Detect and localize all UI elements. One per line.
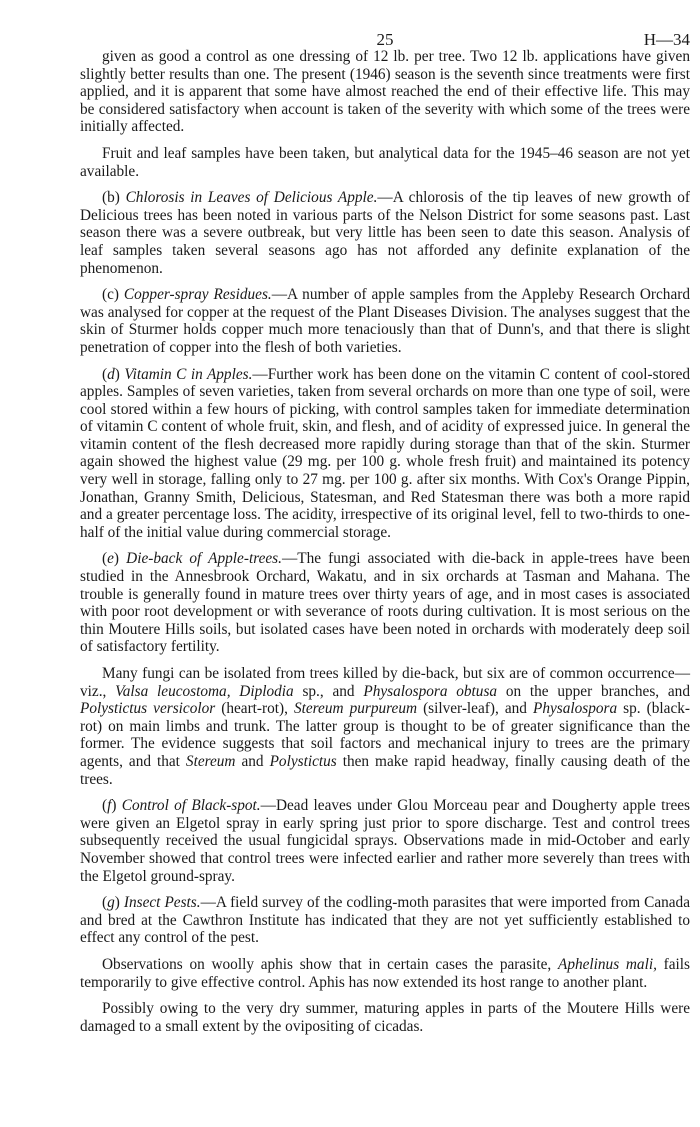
text: ( <box>102 797 108 815</box>
text: —A number of apple samples from the Appleby Research Orchard was analysed for copper at the request of the Plant Diseases Division. The analyses suggest that the skin of Sturmer holds copper much more tenaciously than that of Dunn's, and that there is slight penetration of copper into the flesh of both varieties. <box>80 286 690 356</box>
text: ) <box>114 894 124 912</box>
text: Fruit and leaf samples have been taken, but analytical data for the 1945–46 season are not yet available. <box>80 144 690 180</box>
italic-text: d <box>107 365 115 383</box>
paragraph <box>80 286 690 356</box>
paragraph <box>80 665 690 788</box>
italic-text: Chlorosis in Leaves of Delicious Apple. <box>125 189 378 207</box>
italic-text: Valsa leucostoma, Diplodia <box>115 682 294 700</box>
italic-text: Insect Pests. <box>123 894 201 912</box>
paragraph <box>80 956 690 991</box>
italic-text: g <box>107 894 115 912</box>
paragraph <box>80 894 690 947</box>
text: Many fungi can be isolated from trees killed by die-back, but six are of common occurrence—viz., <box>80 665 690 700</box>
text: ( <box>102 550 108 568</box>
page-number: 25 <box>376 30 394 49</box>
italic-text: Copper-spray Residues. <box>123 286 272 304</box>
italic-text: Physalospora <box>532 700 618 718</box>
italic-text: Control of Black-spot. <box>121 797 261 815</box>
text: then make rapid headway, finally causing death of the trees. <box>80 752 690 788</box>
paragraph <box>80 145 690 180</box>
text: ) <box>113 550 127 568</box>
text: ) <box>114 365 125 383</box>
italic-text: Die-back of Apple-trees. <box>126 550 282 568</box>
text: (b) <box>102 189 126 207</box>
italic-text: Aphelinus mali, <box>557 955 657 973</box>
paragraph <box>80 189 690 277</box>
paragraph <box>80 1000 690 1035</box>
italic-text: Polystictus versicolor <box>80 700 216 718</box>
text: —Dead leaves under Glou Morceau pear and Dougherty apple trees were given an Elgetol spray in early spring just prior to spore discharge. Test and control trees subsequently received the usual fungicidal sprays. Observations made in mid-October and early November showed that control trees were infected earlier and rather more severely than trees with the Elgetol ground-spray. <box>80 797 691 885</box>
text: (heart-rot), <box>215 700 294 718</box>
text: ) <box>111 797 122 815</box>
paragraph <box>80 797 690 885</box>
text: sp., and <box>293 682 364 700</box>
text: Possibly owing to the very dry summer, maturing apples in parts of the Moutere Hills were damaged to a small extent by the ovipositing of cicadas. <box>80 1000 690 1035</box>
text: on the upper branches, and <box>497 682 690 700</box>
italic-text: f <box>107 797 112 815</box>
text: fails temporarily to give effective control. Aphis has now extended its host range to another plant. <box>80 955 690 991</box>
text: —Further work has been done on the vitamin C content of cool-stored apples. Samples of seven varieties, taken from several orchards on more than one type of soil, were cool stored within a few hours of picking, with control samples taken for immediate determination of vitamin C content of whole fruit, skin, and flesh, and of acidity of expressed juice. In general the vitamin content of the flesh decreased more rapidly during storage than that of the skin. Sturmer again showed the highest value (29 mg. per 100 g. whole fresh fruit) and maintained its potency very well in storage, falling only to 27 mg. per 100 g. after six months. With Cox's Orange Pippin, Jonathan, Granny Smith, Delicious, Statesman, and Red Statesman there was both a more rapid and a greater percentage loss. The acidity, irrespective of its original level, fell to two-thirds to one-half of the initial value during commercial storage. <box>80 365 691 541</box>
text: —A chlorosis of the tip leaves of new growth of Delicious trees has been noted in various parts of the Nelson District for some seasons past. Last season there was a severe outbreak, but very little has been seen to date this season. Analysis of leaf samples taken several seasons ago has not afforded any definite explanation of the phenomenon. <box>80 189 690 277</box>
text: —A field survey of the codling-moth parasites that were imported from Canada and bred at the Cawthron Institute has indicated that they are not yet sufficiently established to effect any control of the pest. <box>80 894 690 947</box>
paragraph <box>80 48 690 136</box>
text: sp. (black-rot) on main limbs and trunk. The latter group is thought to be of greater significance than the former. The evidence suggests that soil factors and mechanical injury to trees are the primary agents, and that <box>80 700 690 770</box>
italic-text: Vitamin C in Apples. <box>124 365 253 383</box>
document-reference: H—34 <box>643 30 690 49</box>
text: Observations on woolly aphis show that in certain cases the parasite, <box>102 955 558 973</box>
text: given as good a control as one dressing of 12 lb. per tree. Two 12 lb. applications have given slightly better results than one. The present (1946) season is the seventh since treatments were first applied, and it is apparent that some have almost reached the end of their effective life. This may be considered satisfactory when account is taken of the severity with which some of the trees were initially affected. <box>80 48 690 136</box>
text: ( <box>102 365 108 383</box>
paragraph <box>80 550 690 656</box>
text: —The fungi associated with die-back in apple-trees have been studied in the Annesbrook Orchard, Wakatu, and in six orchards at Tasman and Mahana. The trouble is generally found in mature trees over thirty years of age, and in most cases is associated with poor root development or with severance of roots during cultivation. It is most serious on the thin Moutere Hills soils, but isolated cases have been noted in orchards with moderately deep soil of satisfactory fertility. <box>80 550 691 656</box>
italic-text: Polystictus <box>269 752 337 770</box>
text: (c) <box>102 286 124 304</box>
italic-text: Stereum purpureum <box>293 700 418 718</box>
text: and <box>235 752 270 770</box>
italic-text: e <box>107 550 114 568</box>
text: ( <box>102 894 108 912</box>
text: (silver-leaf), and <box>417 700 533 718</box>
italic-text: Stereum <box>185 752 236 770</box>
paragraph <box>80 366 690 542</box>
italic-text: Physalospora obtusa <box>363 682 498 700</box>
document-body <box>80 48 690 1044</box>
